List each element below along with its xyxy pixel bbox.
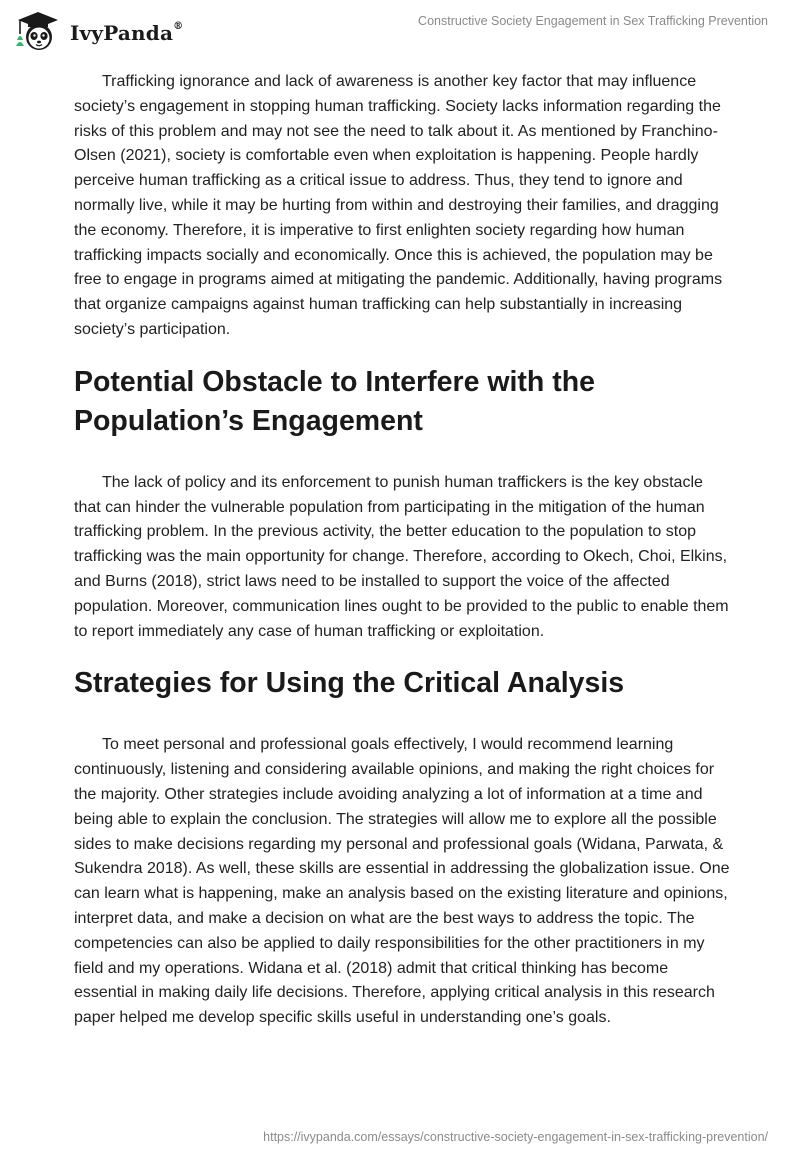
brand-logo[interactable]	[14, 10, 183, 52]
panda-logo-icon	[14, 10, 62, 52]
paragraph-strategies: To meet personal and professional goals effectively, I would recommend learning continuously, listening and considering available opinions, and making the right choices for the majority. Other strategies include avoiding analyzing a lot of information at a time and being able to explain the conclusion. The strategies will allow me to explore all the possible sides to make decisions regarding my personal and professional goals (Widana, Parwata, & Sukendra 2018). As well, these skills are essential in addressing the globalization issue. One can learn what is happening, make an analysis based on the existing literature and opinions, interpret data, and make a decision on what are the best ways to address the topic. The competencies can also be applied to daily responsibilities for the other practitioners in my field and my operations. Widana et al. (2018) admit that critical thinking has become essential in making daily life decisions. Therefore, applying critical analysis in this research paper helped me develop specific skills useful in understanding one’s goals.	[74, 736, 730, 1027]
brand-name: IvyPanda®	[70, 21, 184, 45]
essay-content	[74, 70, 734, 1031]
heading-strategies: Strategies for Using the Critical Analysis	[74, 667, 625, 700]
heading-potential-obstacle: Potential Obstacle to Interfere with the Population’s Engagement	[74, 365, 596, 437]
paragraph-awareness: Trafficking ignorance and lack of awareness is another key factor that may influence society’s engagement in stopping human trafficking. Society lacks information regarding the risks of this problem and may not see the need to talk about it. As mentioned by Franchino-Olsen (2021), society is comfortable even when exploitation is happening. People hardly perceive human trafficking as a critical issue to address. Thus, they tend to ignore and normally live, while it may be hurting from within and destroying their families, and dragging the economy. Therefore, it is imperative to first enlighten society regarding how human trafficking impacts socially and economically. Once this is achieved, the population may be free to engage in programs aimed at mitigating the pandemic. Additionally, having programs that organize campaigns against human trafficking can help substantially in increasing society’s participation.	[74, 73, 723, 338]
document-title: Constructive Society Engagement in Sex Trafficking Prevention	[418, 14, 768, 28]
paragraph-obstacle: The lack of policy and its enforcement to punish human traffickers is the key obstacle that can hinder the vulnerable population from participating in the mitigation of the human trafficking problem. In the previous activity, the better education to the population to stop trafficking was the main opportunity for change. Therefore, according to Okech, Choi, Elkins, and Burns (2018), strict laws need to be installed to support the voice of the affected population. Moreover, communication lines ought to be provided to the public to enable them to report immediately any case of human trafficking or exploitation.	[74, 473, 729, 640]
page-header	[0, 0, 800, 60]
footer-source-url[interactable]: https://ivypanda.com/essays/constructive-society-engagement-in-sex-trafficking-prevention/	[263, 1130, 768, 1144]
